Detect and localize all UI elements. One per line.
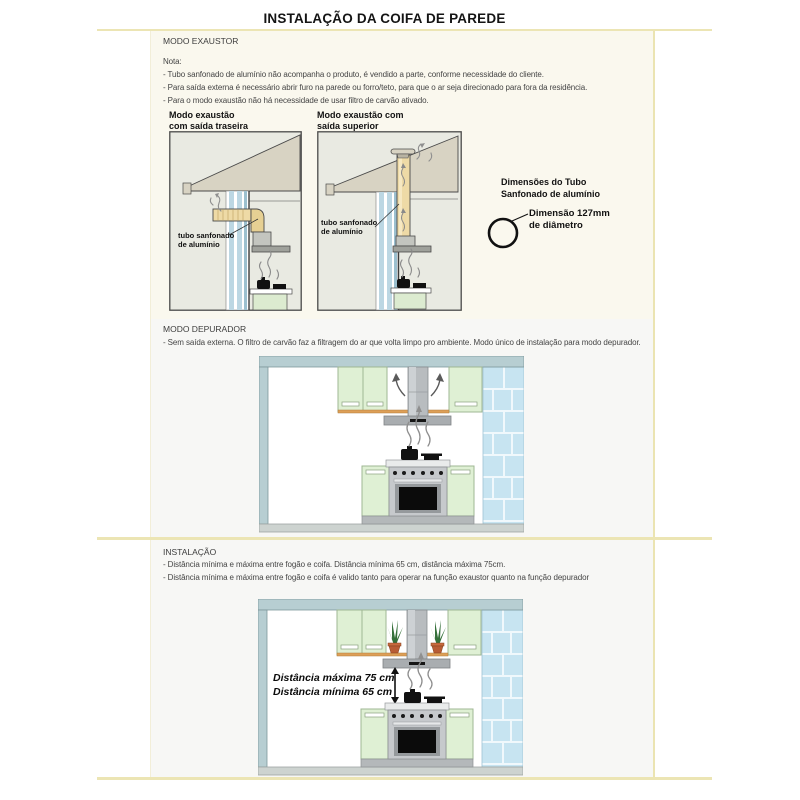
instalacao-note-1: - Distância mínima e máxima entre fogão e coifa. Distância mínima 65 cm, distância máxima 75cm.: [163, 560, 506, 569]
instalacao-note-2: - Distância mínima e máxima entre fogão e coifa é valido tanto para operar na função exaustor quanto na função depurador: [163, 573, 590, 582]
modo-exaustor-heading: MODO EXAUSTOR: [163, 36, 239, 46]
page-title: INSTALAÇÃO DA COIFA DE PAREDE: [263, 11, 506, 26]
diagram-top-title: Modo exaustão com saída superior: [317, 110, 404, 131]
distance-labels: [273, 672, 394, 699]
depurador-note: - Sem saída externa. O filtro de carvão faz a filtragem do ar que volta limpo pro ambiente. Modo único de instalação para modo depurador.: [163, 338, 641, 347]
exaustor-note-3: - Para o modo exaustão não há necessidade de usar filtro de carvão ativado.: [163, 96, 429, 105]
floor-band: [259, 524, 524, 532]
shelf-strip: [428, 410, 449, 413]
section-modo-exaustor: [150, 31, 655, 319]
distance-min-label: Distância mínima 65 cm: [273, 685, 393, 698]
distance-max-label: Distância máxima 75 cm: [273, 672, 395, 684]
tube-diameter-label: Dimensão 127mm de diâmetro: [529, 208, 610, 231]
tube-circle-icon: [489, 219, 517, 247]
nota-label: Nota:: [163, 57, 182, 66]
diagram-rear-exit: [169, 131, 302, 316]
exaustor-note-1: - Tubo sanfonado de alumínio não acompanha o produto, é vendido a parte, conforme necessidade do cliente.: [163, 70, 544, 79]
shelf-strip: [337, 653, 407, 656]
brick-wall: [483, 367, 524, 524]
diagram-top-exit: [317, 131, 462, 316]
shelf-strip: [427, 653, 448, 656]
ceiling-band: [259, 356, 524, 367]
divider-bottom: [97, 777, 712, 780]
exaustor-note-2: - Para saída externa é necessário abrir furo na parede ou forro/teto, para que o ar seja direcionado para fora da residência.: [163, 83, 588, 92]
tube-dimensions-heading: Dimensões do Tubo Sanfonado de alumínio: [501, 177, 601, 199]
kitchen-illustration-depurador: [259, 356, 524, 534]
left-wall-band: [259, 367, 268, 524]
pipe-label-top: tubo sanfonado de alumínio: [321, 218, 378, 236]
instalacao-heading: INSTALAÇÃO: [163, 547, 217, 557]
manual-page: [97, 0, 712, 780]
section-instalacao: [150, 540, 655, 777]
floor-band: [258, 767, 523, 775]
ceiling-band: [258, 599, 523, 610]
diagram-rear-title: Modo exaustão com saída traseira: [169, 110, 249, 131]
brick-wall: [482, 610, 523, 767]
shelf-strip: [338, 410, 408, 413]
section-modo-depurador: [150, 319, 655, 537]
modo-depurador-heading: MODO DEPURADOR: [163, 324, 247, 334]
pipe-label-rear: tubo sanfonado de alumínio: [178, 231, 235, 249]
left-wall-band: [258, 610, 267, 767]
